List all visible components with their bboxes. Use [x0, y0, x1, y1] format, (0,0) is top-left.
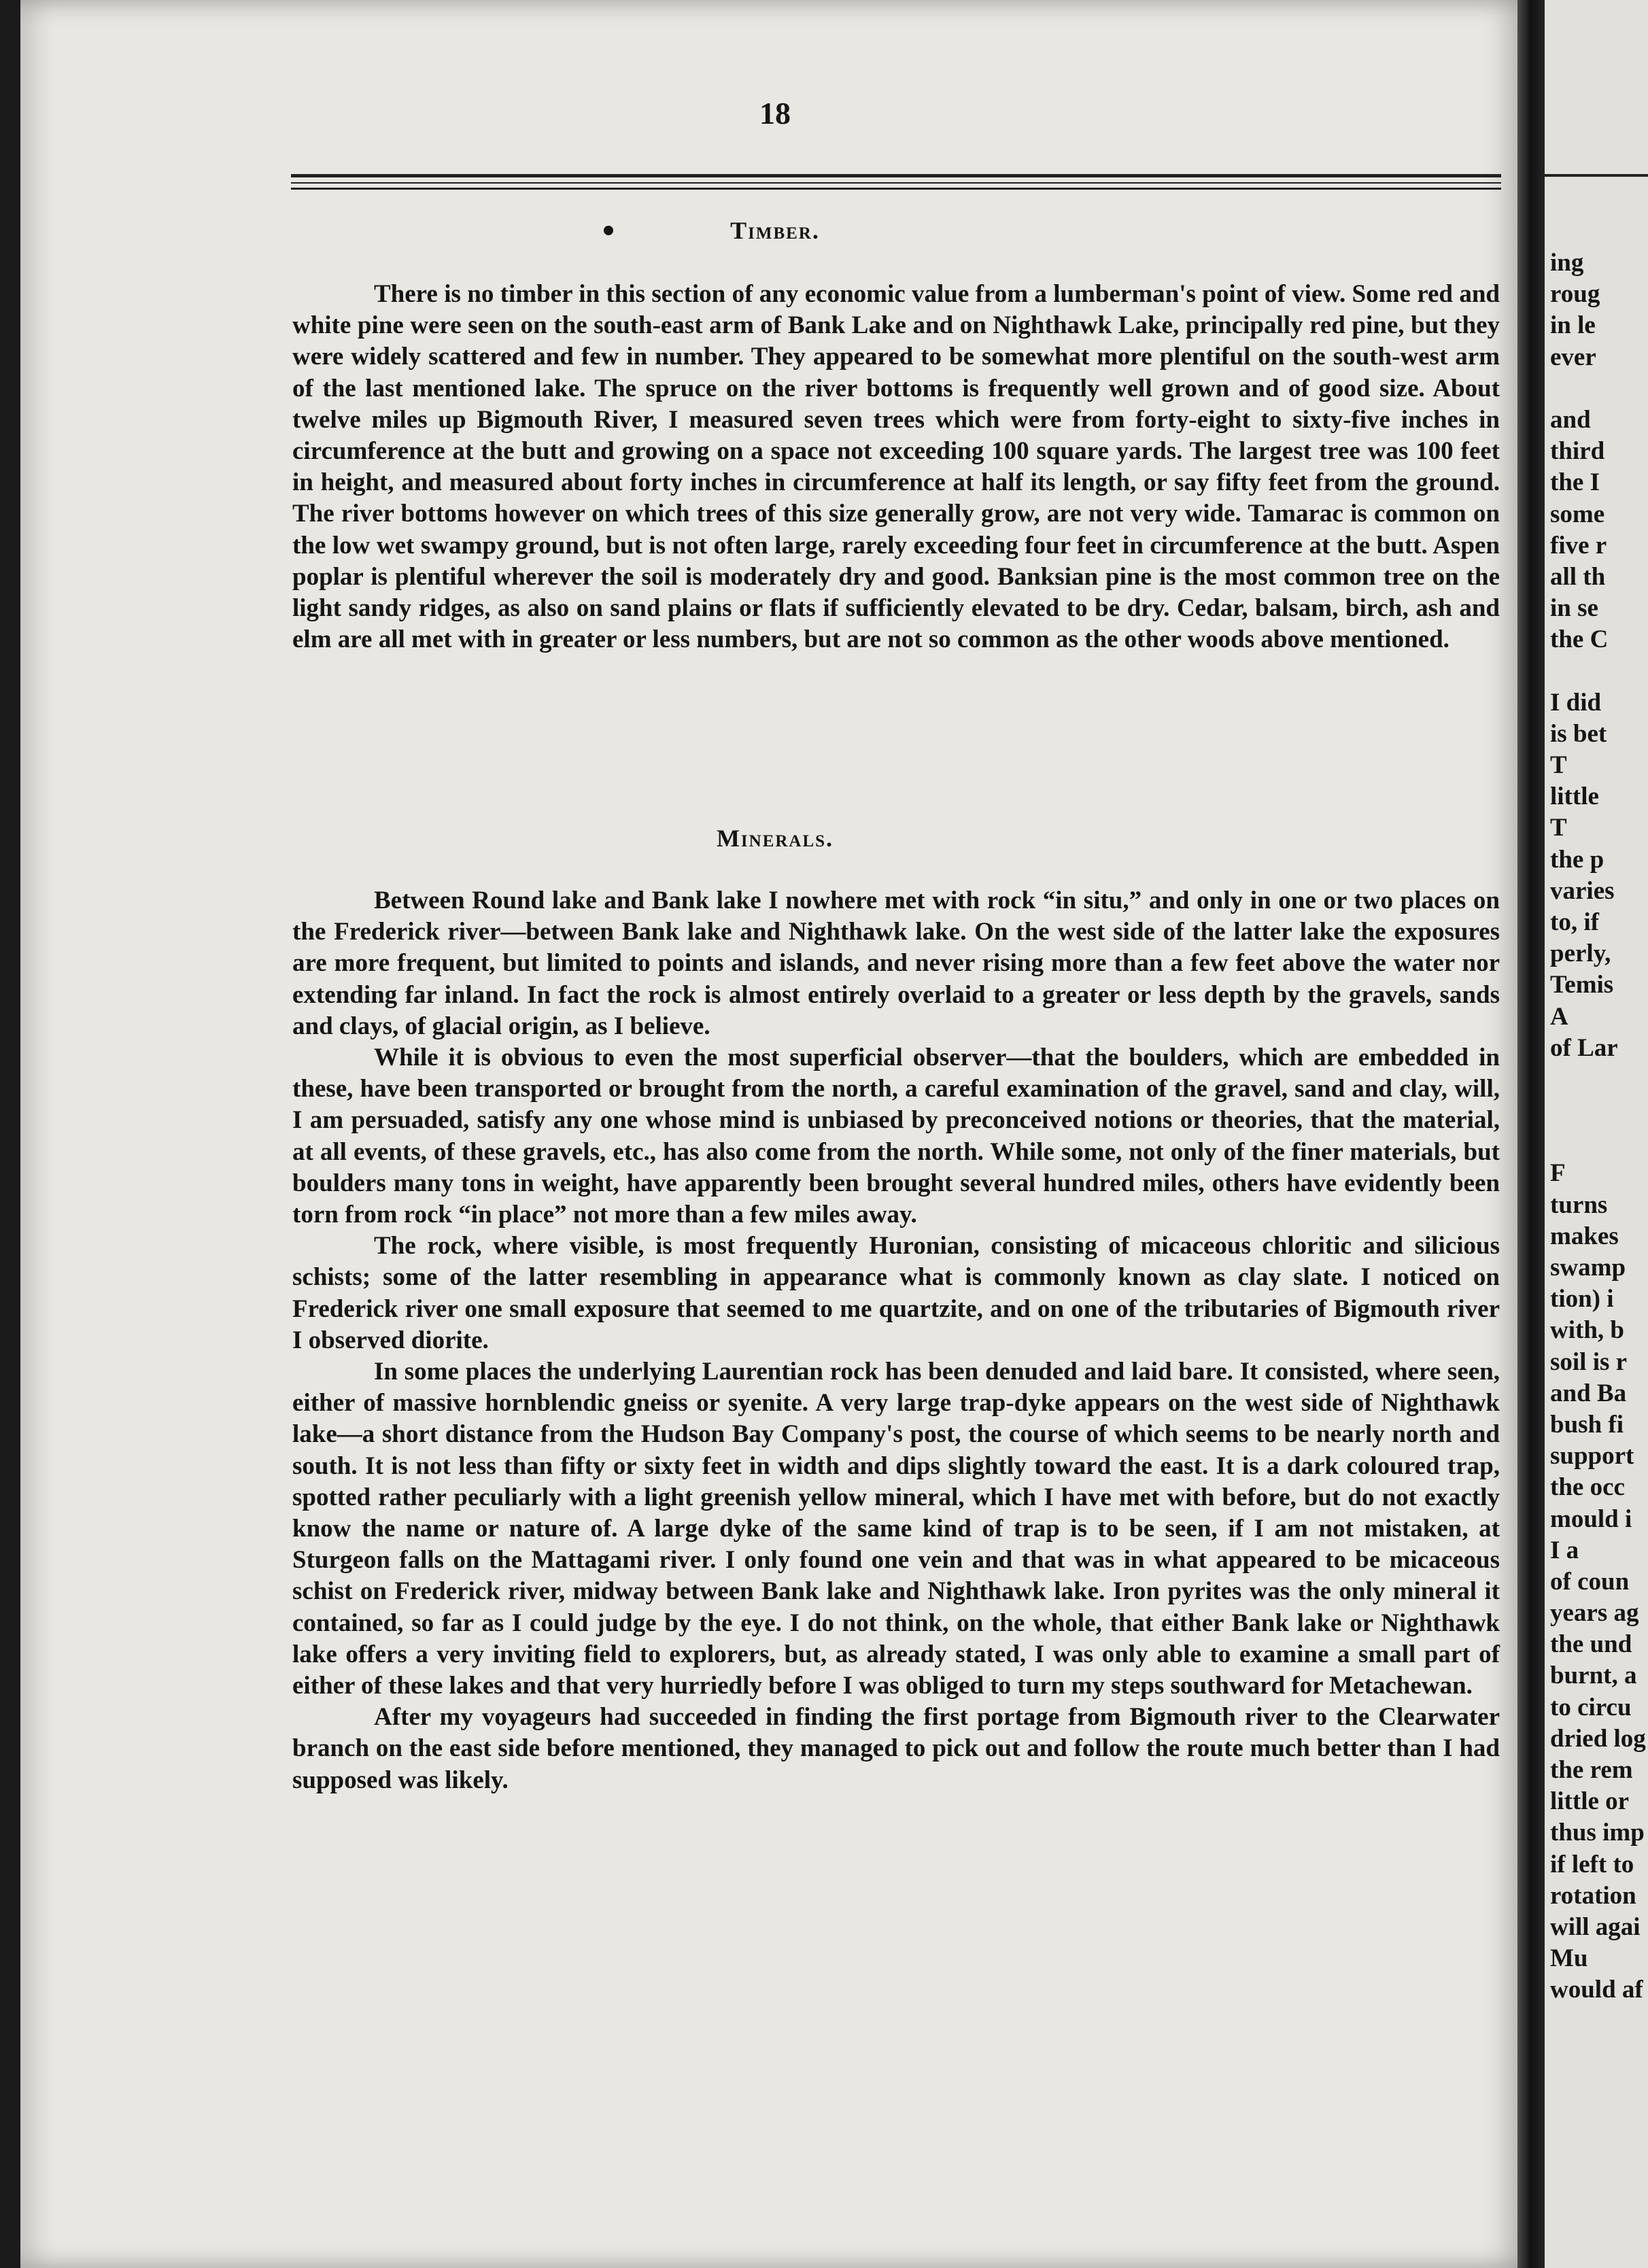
adjacent-page-line: the I [1550, 468, 1600, 497]
adjacent-page-line: bush fi [1550, 1410, 1624, 1439]
paragraph: There is no timber in this section of any economic value from a lumberman's point of view. Some red and white pine were seen on the south-east arm of Bank Lake and on Nighthawk Lake, principally red pine, but they were widely scattered and few in number. They appeared to be somewhat more plentiful on the south-west arm of the last mentioned lake. The spruce on the river bottoms is frequently well grown and of good size. About twelve miles up Bigmouth River, I measured seven trees which were from forty-eight to sixty-five inches in circumference at the butt and growing on a space not exceeding 100 square yards. The largest tree was 100 feet in height, and measured about forty inches in circumference at half its length, or say fifty feet from the ground. The river bottoms however on which trees of this size generally grow, are not very wide. Tamarac is common on the low wet swampy ground, but is not often large, rarely exceeding four feet in circumference at the butt. Aspen poplar is plentiful wherever the soil is moderately dry and good. Banksian pine is the most common tree on the light sandy ridges, as also on sand plains or flats if sufficiently elevated to be dry. Cedar, balsam, birch, ash and elm are all met with in greater or less numbers, but are not so common as the other woods above mentioned. [292, 280, 1500, 654]
adjacent-page-line: turns [1550, 1190, 1608, 1219]
adjacent-page-line: of coun [1550, 1567, 1630, 1596]
adjacent-page-line: little [1550, 783, 1599, 811]
paragraph: In some places the underlying Laurentian rock has been denuded and laid bare. It consisted, where seen, either of massive hornblendic gneiss or syenite. A very large trap-dyke appears on the west side of Nighthawk lake—a short distance from the Hudson Bay Company's post, the course of which seems to be nearly north and south. It is not less than fifty or sixty feet in width and dips slightly toward the east. It is a dark coloured trap, spotted rather peculiarly with a light greenish yellow mineral, which I have met with before, but do not exactly know the name or nature of. A large dyke of the same kind of trap is to be seen, if I am not mistaken, at Sturgeon falls on the Mattagami river. I only found one vein and that was in what appeared to be micaceous schist on Frederick river, midway between Bank lake and Nighthawk lake. Iron pyrites was the only mineral it contained, so far as I could judge by the eye. I do not think, on the whole, that either Bank lake or Nighthawk lake offers a very inviting field to explorers, but, as already stated, I was only able to examine a small part of either of these lakes and that very hurriedly before I was obliged to turn my steps southward for Metachewan. [292, 1358, 1500, 1700]
adjacent-page-line: the occ [1550, 1473, 1625, 1502]
adjacent-page-line: little or [1550, 1787, 1630, 1816]
adjacent-page-line: A [1550, 1002, 1568, 1031]
adjacent-page-line: years ag [1550, 1599, 1639, 1628]
adjacent-page-text [1550, 247, 1648, 2006]
adjacent-page-line: to circu [1550, 1693, 1632, 1721]
adjacent-page-line: F [1550, 1159, 1566, 1188]
adjacent-page-line: all th [1550, 562, 1606, 591]
adjacent-page-line [1550, 655, 1648, 687]
adjacent-page-line: mould i [1550, 1505, 1632, 1533]
adjacent-page-line: T [1550, 814, 1567, 842]
book-page [20, 0, 1530, 2268]
adjacent-page-line: and [1550, 405, 1591, 434]
adjacent-page-line [1550, 373, 1648, 405]
adjacent-page-line: ing [1550, 249, 1584, 277]
paragraph: Between Round lake and Bank lake I nowhere met with rock “in situ,” and only in one or two places on the Frederick river—between Bank lake and Nighthawk lake. On the west side of the latter lake the exposures are more frequent, but limited to points and islands, and never rising more than a few feet above the water nor extending far inland. In fact the rock is almost entirely overlaid to a greater or less depth by the gravels, sands and clays, of glacial origin, as I believe. [292, 887, 1500, 1040]
adjacent-page-line: of Lar [1550, 1033, 1618, 1062]
adjacent-page-line: the p [1550, 845, 1604, 874]
adjacent-page-line: ever [1550, 343, 1596, 371]
adjacent-page-line: makes [1550, 1222, 1619, 1250]
adjacent-page-line: five r [1550, 531, 1607, 560]
adjacent-page-line: in se [1550, 594, 1598, 623]
adjacent-page-line: third [1550, 437, 1605, 466]
adjacent-page-line: soil is r [1550, 1347, 1628, 1376]
adjacent-page-line: the C [1550, 625, 1609, 654]
adjacent-page-line: to, if [1550, 908, 1599, 936]
adjacent-page-line: rotation [1550, 1881, 1636, 1910]
adjacent-page-line: I did [1550, 688, 1602, 717]
adjacent-page-line: if left to [1550, 1850, 1634, 1878]
adjacent-page-line: roug [1550, 280, 1600, 309]
paragraph: While it is obvious to even the most superficial observer—that the boulders, which are embedded in these, have been transported or brought from the north, a careful examination of the gravel, sand and clay, will, I am persuaded, satisfy any one whose mind is unbiased by preconceived notions or theories, that the material, at all events, of these gravels, etc., has also come from the north. While some, not only of the finer materials, but boulders many tons in weight, have apparently been brought several hundred miles, others have evidently been torn from rock “in place” not more than a few miles away. [292, 1044, 1500, 1229]
paragraph: The rock, where visible, is most frequently Huronian, consisting of micaceous chloritic and silicious schists; some of the latter resembling in appearance what is commonly known as clay slate. I noticed on Frederick river one small exposure that seemed to me quartzite, and on one of the tributaries of Bigmouth river I observed diorite. [292, 1232, 1500, 1354]
adjacent-page-line: support [1550, 1442, 1634, 1471]
adjacent-page-line [1550, 1064, 1648, 1095]
header-rule [291, 188, 1501, 190]
adjacent-page-line: tion) i [1550, 1285, 1614, 1313]
header-rule [1545, 174, 1648, 177]
adjacent-page-line [1550, 1127, 1648, 1158]
adjacent-page-line: T [1550, 751, 1567, 779]
adjacent-page-line: Mu [1550, 1944, 1588, 1973]
adjacent-page-line: Temis [1550, 971, 1614, 999]
adjacent-page-line: and Ba [1550, 1379, 1627, 1407]
adjacent-page-line: perly, [1550, 940, 1611, 968]
adjacent-page-line: I a [1550, 1536, 1579, 1564]
section-timber [292, 279, 1500, 655]
adjacent-page-line: burnt, a [1550, 1662, 1637, 1690]
header-rule [291, 174, 1501, 177]
page-number: 18 [759, 96, 791, 131]
adjacent-page-line: varies [1550, 876, 1615, 905]
adjacent-page [1545, 0, 1648, 2268]
adjacent-page-line: would af [1550, 1976, 1643, 2004]
section-minerals [292, 885, 1500, 1796]
adjacent-page-line [1550, 1095, 1648, 1127]
paragraph: After my voyageurs had succeeded in finding the first portage from Bigmouth river to the Clearwater branch on the east side before mentioned, they managed to pick out and follow the route much better than I had supposed was likely. [292, 1703, 1500, 1794]
adjacent-page-line: swamp [1550, 1254, 1626, 1282]
adjacent-page-line: the rem [1550, 1756, 1633, 1784]
adjacent-page-line: the und [1550, 1630, 1632, 1659]
adjacent-page-line: with, b [1550, 1316, 1624, 1345]
adjacent-page-line: dried log [1550, 1724, 1646, 1753]
section-heading-timber: Timber. [730, 217, 820, 244]
header-rule [291, 182, 1501, 184]
adjacent-page-line: in le [1550, 311, 1596, 340]
book-gutter [1517, 0, 1547, 2268]
adjacent-page-line: some [1550, 500, 1605, 528]
adjacent-page-line: is bet [1550, 719, 1607, 748]
adjacent-page-line: will agai [1550, 1912, 1641, 1941]
section-heading-minerals: Minerals. [716, 825, 834, 852]
adjacent-page-line: thus imp [1550, 1819, 1645, 1847]
